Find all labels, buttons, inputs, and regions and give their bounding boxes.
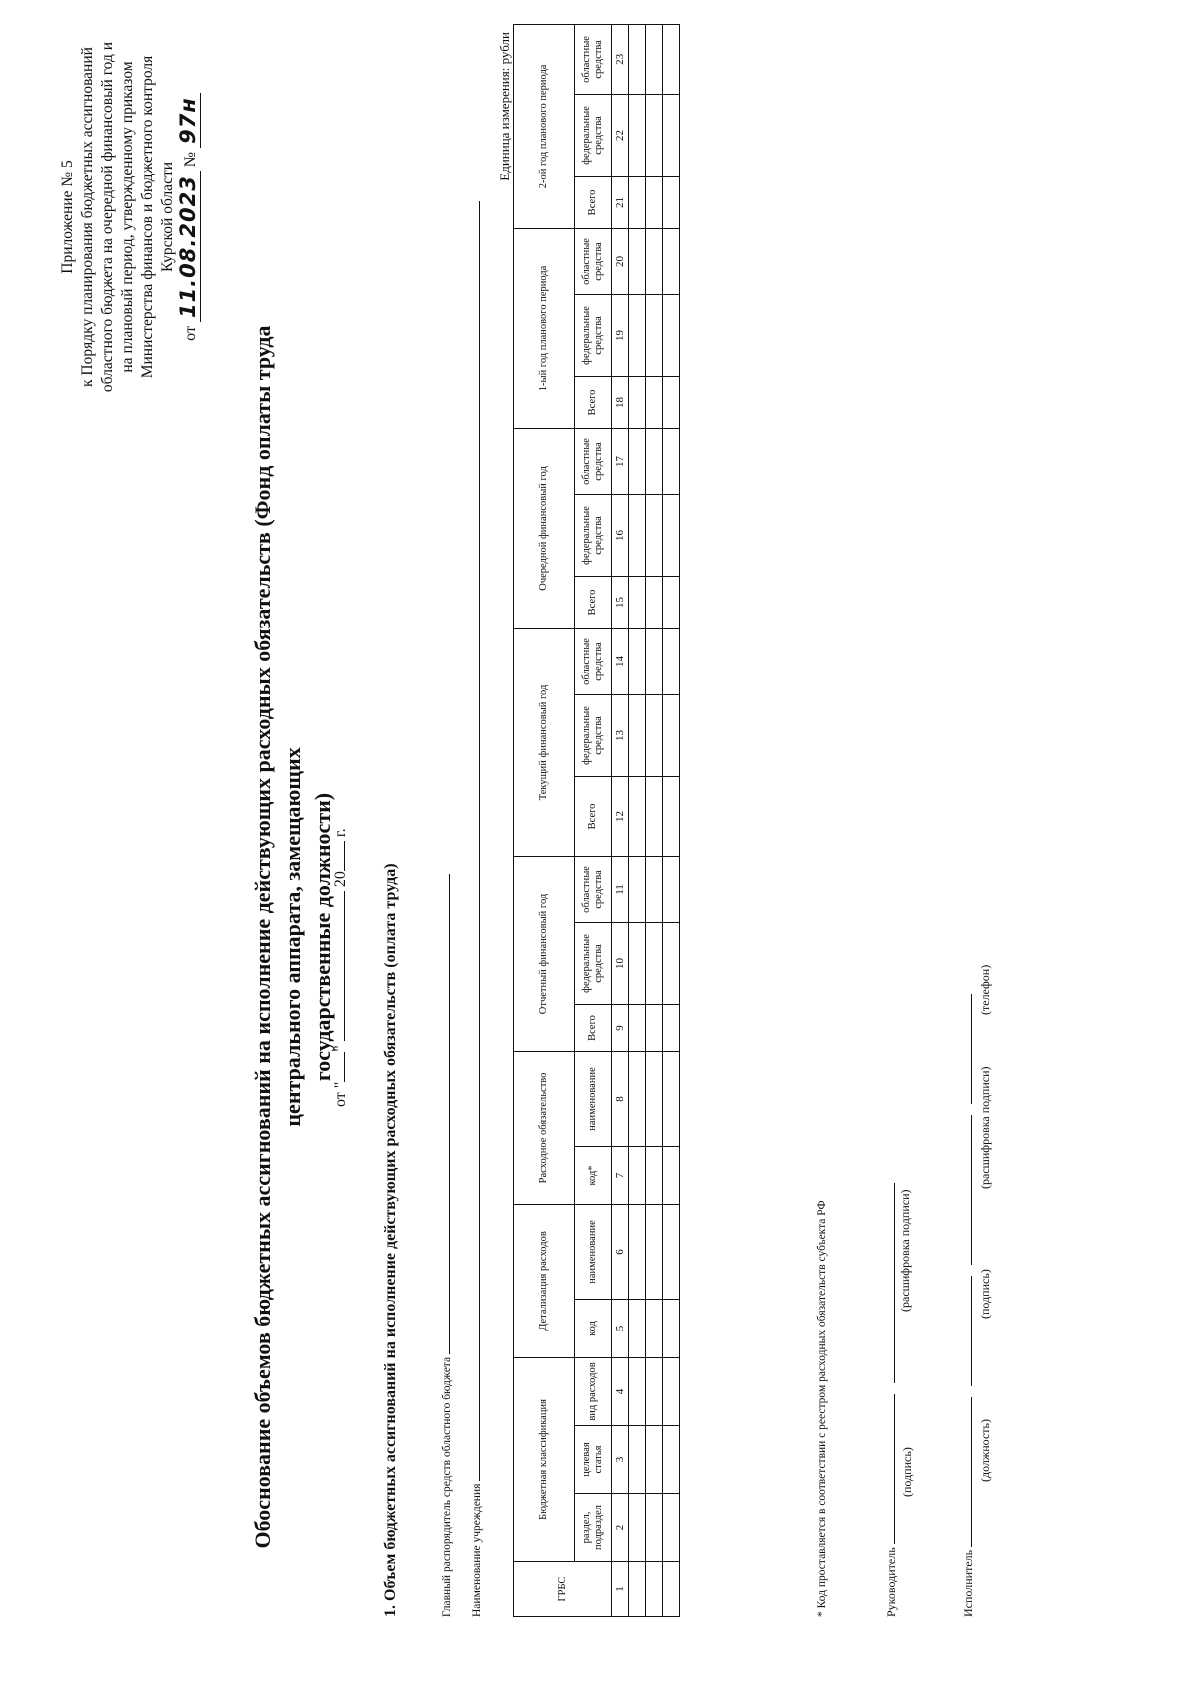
year-blank (330, 841, 345, 871)
header-regional: областные средства (575, 228, 612, 294)
column-number: 21 (612, 176, 629, 228)
document-date-line: от "" 20 г. (332, 828, 349, 1107)
appendix-line: к Порядку планирования бюджетных ассигнований (79, 47, 96, 387)
header-total: Всего (575, 776, 612, 856)
day-blank (330, 1052, 345, 1082)
footnote: * Код проставляется в соответствии с реестром расходных обязательств субъекта РФ (816, 1200, 828, 1617)
head-signature-caption: (подпись) (900, 1447, 914, 1497)
head-decoding-caption: (расшифровка подписи) (898, 1189, 912, 1312)
column-number: 18 (612, 376, 629, 428)
column-number: 7 (612, 1146, 629, 1204)
header-next-year: Очередной финансовый год (514, 428, 575, 628)
header-total: Всего (575, 1004, 612, 1051)
header-kind: вид расходов (575, 1357, 612, 1425)
column-number: 20 (612, 228, 629, 294)
header-federal: федеральные средства (575, 94, 612, 176)
unit-of-measure: Единица измерения: рубли (497, 32, 512, 181)
column-number: 8 (612, 1051, 629, 1146)
executor-phone-blank (960, 994, 972, 1104)
executor-position-blank (960, 1397, 972, 1547)
header-regional: областные средства (575, 24, 612, 94)
column-number: 4 (612, 1357, 629, 1425)
column-number: 22 (612, 94, 629, 176)
table-row (629, 24, 646, 1616)
table-row (646, 24, 663, 1616)
header-regional: областные средства (575, 428, 612, 494)
header-regional: областные средства (575, 628, 612, 694)
appendix-number: Приложение № 5 (59, 160, 76, 274)
header-obligation-name: наименование (575, 1051, 612, 1146)
header-target: целевая статья (575, 1426, 612, 1494)
column-number: 3 (612, 1426, 629, 1494)
header-section: раздел, подраздел (575, 1494, 612, 1562)
handwritten-number: 97н (176, 93, 201, 148)
header-budget-classification: Бюджетная классификация (514, 1357, 575, 1561)
executor-signature-blank (960, 1276, 972, 1386)
executor-signature-line: Исполнитель (960, 994, 976, 1617)
allocation-table (513, 24, 680, 1617)
header-federal: федеральные средства (575, 494, 612, 576)
executor-phone-caption: (телефон) (978, 964, 992, 1015)
column-number: 12 (612, 776, 629, 856)
column-number: 23 (612, 24, 629, 94)
document-title: Обоснование объемов бюджетных ассигнований на исполнение действующих расходных обязательств (Фонд оплаты труда центрального аппарата, замещающих государственные должности) (250, 325, 335, 1549)
header-grbs: ГРБС (514, 1562, 612, 1617)
column-number: 17 (612, 428, 629, 494)
executor-decoding-caption: (расшифровка подписи) (978, 1066, 992, 1189)
header-obligation: Расходное обязательство (514, 1051, 575, 1204)
executor-decoding-blank (960, 1115, 972, 1265)
appendix-line: Министерства финансов и бюджетного контроля (139, 55, 156, 379)
column-number: 19 (612, 294, 629, 376)
column-number: 2 (612, 1494, 629, 1562)
header-plan-year-2: 2-ой год планового периода (514, 24, 575, 228)
header-detail-code: код (575, 1299, 612, 1357)
header-federal: федеральные средства (575, 294, 612, 376)
header-regional: областные средства (575, 856, 612, 922)
column-number: 11 (612, 856, 629, 922)
institution-blank (468, 201, 480, 1481)
appendix-line: на плановый период, утвержденному приказом (119, 61, 136, 373)
month-blank (330, 891, 345, 1041)
header-total: Всего (575, 176, 612, 228)
header-obligation-code: код* (575, 1146, 612, 1204)
header-detail-name: наименование (575, 1204, 612, 1299)
main-manager-blank (438, 874, 450, 1354)
column-number: 14 (612, 628, 629, 694)
header-expense-detail: Детализация расходов (514, 1204, 575, 1357)
column-number: 16 (612, 494, 629, 576)
column-number: 15 (612, 576, 629, 628)
header-total: Всего (575, 376, 612, 428)
head-signature-line: Руководитель (883, 1183, 899, 1617)
appendix-line: областного бюджета на очередной финансовый год и (99, 41, 116, 393)
header-reporting-year: Отчетный финансовый год (514, 856, 575, 1051)
institution-field: Наименование учреждения (468, 201, 483, 1617)
column-number: 5 (612, 1299, 629, 1357)
column-number-row (612, 24, 629, 1616)
head-decoding-blank (883, 1183, 895, 1383)
main-manager-field: Главный распорядитель средств областного бюджета (438, 874, 453, 1617)
column-number: 6 (612, 1204, 629, 1299)
column-number: 13 (612, 694, 629, 776)
head-signature-blank (883, 1394, 895, 1544)
appendix-region: Курской области (159, 161, 176, 273)
column-number: 9 (612, 1004, 629, 1051)
section-title: 1. Объем бюджетных ассигнований на исполнение действующих расходных обязательств (оплата труда) (382, 863, 399, 1617)
header-current-year: Текущий финансовый год (514, 628, 575, 856)
column-number: 1 (612, 1562, 629, 1617)
header-plan-year-1: 1-ый год планового периода (514, 228, 575, 428)
executor-position-caption: (должность) (978, 1419, 992, 1482)
table-row (663, 24, 680, 1616)
handwritten-date: 11.08.2023 (176, 171, 201, 322)
appendix-header (58, 27, 201, 407)
executor-signature-caption: (подпись) (978, 1269, 992, 1319)
order-date-number: от 11.08.2023 № 97н (178, 27, 201, 407)
header-federal: федеральные средства (575, 694, 612, 776)
header-total: Всего (575, 576, 612, 628)
column-number: 10 (612, 922, 629, 1004)
header-federal: федеральные средства (575, 922, 612, 1004)
